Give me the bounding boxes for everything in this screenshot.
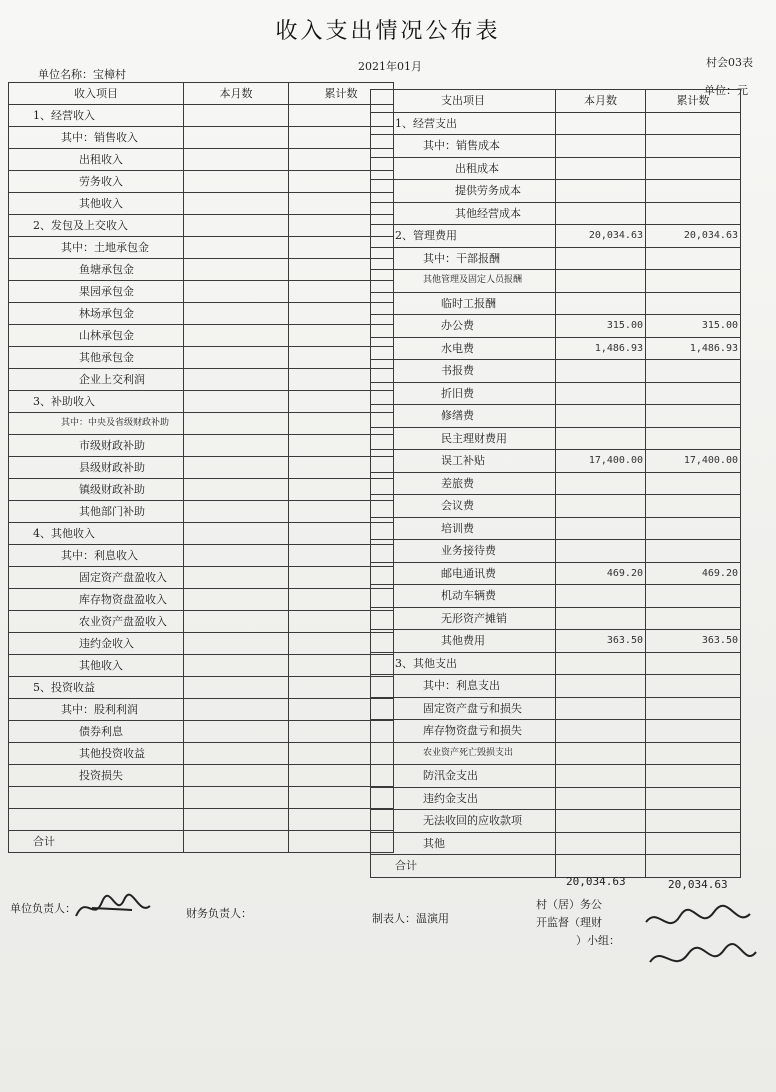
expense-cumulative-value (646, 405, 741, 428)
income-row (9, 105, 394, 127)
income-item-label (9, 809, 184, 831)
expense-item-label: 其他费用 (371, 630, 556, 653)
income-item-label: 其中：销售收入 (9, 127, 184, 149)
expense-item-label: 合计 (371, 855, 556, 878)
expense-cumulative-value (646, 180, 741, 203)
income-header-cell: 收入项目 (9, 83, 184, 105)
expense-row (371, 697, 741, 720)
expense-row (371, 495, 741, 518)
expense-row (371, 472, 741, 495)
income-item-label: 其中：股利利润 (9, 699, 184, 721)
income-item-label: 其他部门补助 (9, 501, 184, 523)
expense-month-value (556, 585, 646, 608)
income-item-label: 其中：中央及省级财政补助 (9, 413, 184, 435)
income-item-label: 2、发包及上交收入 (9, 215, 184, 237)
expense-item-label: 其他 (371, 832, 556, 855)
expense-header-cell: 支出项目 (371, 90, 556, 113)
expense-row (371, 810, 741, 833)
expense-month-value: 469.20 (556, 562, 646, 585)
expense-cumulative-value (646, 360, 741, 383)
unit-name: 单位名称：宝樟村 (38, 68, 126, 81)
income-row (9, 171, 394, 193)
report-date: 2021年01月 (358, 60, 422, 73)
expense-row (371, 360, 741, 383)
income-item-label: 其中：利息收入 (9, 545, 184, 567)
income-month-cell (184, 787, 289, 809)
income-row (9, 523, 394, 545)
supervisor-signatures (640, 902, 760, 982)
income-month-cell (184, 743, 289, 765)
income-row (9, 589, 394, 611)
expense-item-label: 机动车辆费 (371, 585, 556, 608)
expense-item-label: 防汛金支出 (371, 765, 556, 788)
income-header-row (9, 83, 394, 105)
income-item-label: 固定资产盘盈收入 (9, 567, 184, 589)
expense-cumulative-value (646, 540, 741, 563)
income-month-cell (184, 149, 289, 171)
expense-cumulative-value (646, 742, 741, 765)
expense-cumulative-value: 363.50 (646, 630, 741, 653)
income-month-cell (184, 479, 289, 501)
income-month-cell (184, 325, 289, 347)
income-row (9, 765, 394, 787)
income-row (9, 369, 394, 391)
income-month-cell (184, 831, 289, 853)
expense-item-label: 提供劳务成本 (371, 180, 556, 203)
expense-item-label: 农业资产死亡毁损支出 (371, 742, 556, 765)
expense-month-value (556, 675, 646, 698)
expense-item-label: 违约金支出 (371, 787, 556, 810)
income-month-cell (184, 259, 289, 281)
expense-row (371, 157, 741, 180)
expense-item-label: 书报费 (371, 360, 556, 383)
income-item-label: 出租收入 (9, 149, 184, 171)
expense-cumulative-value (646, 765, 741, 788)
expense-cumulative-value (646, 135, 741, 158)
income-month-cell (184, 545, 289, 567)
expense-month-value: 363.50 (556, 630, 646, 653)
expense-item-label: 其中：销售成本 (371, 135, 556, 158)
income-item-label: 农业资产盘盈收入 (9, 611, 184, 633)
income-item-label: 4、其他收入 (9, 523, 184, 545)
expense-row (371, 630, 741, 653)
income-item-label: 山林承包金 (9, 325, 184, 347)
expense-cumulative-value (646, 855, 741, 878)
income-row (9, 413, 394, 435)
supervisor-label-2: 开监督（理财 (536, 916, 602, 929)
supervisor-label-3: ）小组： (576, 934, 620, 947)
expense-row (371, 652, 741, 675)
income-month-cell (184, 413, 289, 435)
expense-month-value (556, 517, 646, 540)
income-month-cell (184, 281, 289, 303)
expense-month-value (556, 720, 646, 743)
expense-row (371, 675, 741, 698)
income-row (9, 655, 394, 677)
page-title: 收入支出情况公布表 (275, 19, 501, 44)
expense-month-value (556, 855, 646, 878)
income-month-cell (184, 105, 289, 127)
income-row (9, 347, 394, 369)
expense-item-label: 差旅费 (371, 472, 556, 495)
income-row (9, 479, 394, 501)
income-month-cell (184, 435, 289, 457)
expense-month-value (556, 247, 646, 270)
expense-month-value (556, 180, 646, 203)
expense-row (371, 562, 741, 585)
income-row (9, 545, 394, 567)
expense-cumulative-value: 1,486.93 (646, 337, 741, 360)
income-month-cell (184, 567, 289, 589)
expense-item-label: 会议费 (371, 495, 556, 518)
income-table (8, 82, 394, 853)
finance-head-label: 财务负责人： (186, 907, 252, 920)
income-item-label: 其他收入 (9, 655, 184, 677)
expense-row (371, 315, 741, 338)
income-row (9, 237, 394, 259)
income-month-cell (184, 215, 289, 237)
expense-row (371, 450, 741, 473)
expense-row (371, 337, 741, 360)
income-month-cell (184, 501, 289, 523)
unit-head-label: 单位负责人： (10, 902, 76, 915)
income-month-cell (184, 303, 289, 325)
income-item-label: 违约金收入 (9, 633, 184, 655)
expense-item-label: 3、其他支出 (371, 652, 556, 675)
expense-row (371, 427, 741, 450)
expense-row (371, 202, 741, 225)
income-row (9, 259, 394, 281)
expense-month-value (556, 112, 646, 135)
income-row (9, 721, 394, 743)
expense-month-value (556, 765, 646, 788)
income-month-cell (184, 809, 289, 831)
expense-cumulative-value (646, 720, 741, 743)
expense-cumulative-value (646, 202, 741, 225)
expense-cumulative-value (646, 787, 741, 810)
income-item-label: 镇级财政补助 (9, 479, 184, 501)
expense-row (371, 135, 741, 158)
expense-item-label: 其中：利息支出 (371, 675, 556, 698)
expense-cumulative-value (646, 675, 741, 698)
income-item-label: 1、经营收入 (9, 105, 184, 127)
expense-cumulative-value (646, 585, 741, 608)
expense-month-value (556, 157, 646, 180)
expense-item-label: 其中：干部报酬 (371, 247, 556, 270)
income-item-label: 市级财政补助 (9, 435, 184, 457)
expense-header-cell: 本月数 (556, 90, 646, 113)
income-header-cell: 本月数 (184, 83, 289, 105)
expense-cumulative-value (646, 832, 741, 855)
expense-cumulative-value (646, 247, 741, 270)
income-item-label: 劳务收入 (9, 171, 184, 193)
income-month-cell (184, 457, 289, 479)
expense-month-value (556, 540, 646, 563)
income-item-label: 债券利息 (9, 721, 184, 743)
income-item-label: 企业上交利润 (9, 369, 184, 391)
expense-month-value (556, 742, 646, 765)
expense-row (371, 292, 741, 315)
expense-row (371, 382, 741, 405)
expense-cumulative-value (646, 810, 741, 833)
income-month-cell (184, 171, 289, 193)
income-month-cell (184, 523, 289, 545)
expense-item-label: 固定资产盘亏和损失 (371, 697, 556, 720)
expense-row (371, 112, 741, 135)
expense-month-value (556, 382, 646, 405)
expense-month-value (556, 495, 646, 518)
income-item-label: 鱼塘承包金 (9, 259, 184, 281)
expense-month-value (556, 832, 646, 855)
preparer-label: 制表人：温演用 (372, 912, 449, 925)
expense-item-label: 临时工报酬 (371, 292, 556, 315)
expense-row (371, 540, 741, 563)
income-row (9, 567, 394, 589)
expense-item-label: 出租成本 (371, 157, 556, 180)
expense-item-label: 水电费 (371, 337, 556, 360)
income-item-label (9, 787, 184, 809)
expense-month-value (556, 292, 646, 315)
expense-month-value (556, 360, 646, 383)
income-month-cell (184, 589, 289, 611)
expense-month-value: 20,034.63 (556, 225, 646, 248)
expense-table (370, 89, 741, 878)
expense-item-label: 其他管理及固定人员报酬 (371, 270, 556, 293)
expense-month-value: 1,486.93 (556, 337, 646, 360)
income-month-cell (184, 765, 289, 787)
expense-cumulative-value (646, 292, 741, 315)
expense-month-value (556, 787, 646, 810)
expense-cumulative-value (646, 270, 741, 293)
income-month-cell (184, 721, 289, 743)
expense-row (371, 247, 741, 270)
income-month-cell (184, 237, 289, 259)
income-item-label: 其他收入 (9, 193, 184, 215)
income-item-label: 其他投资收益 (9, 743, 184, 765)
expense-header-cell: 累计数 (646, 90, 741, 113)
expense-item-label: 1、经营支出 (371, 112, 556, 135)
expense-item-label: 培训费 (371, 517, 556, 540)
expense-row (371, 517, 741, 540)
income-row (9, 281, 394, 303)
income-row (9, 457, 394, 479)
income-row (9, 699, 394, 721)
expense-cumulative-value (646, 607, 741, 630)
expense-cumulative-value (646, 382, 741, 405)
income-row (9, 391, 394, 413)
income-month-cell (184, 699, 289, 721)
income-row (9, 633, 394, 655)
expense-item-label: 办公费 (371, 315, 556, 338)
expense-item-label: 库存物资盘亏和损失 (371, 720, 556, 743)
income-row (9, 435, 394, 457)
total-month-value: 20,034.63 (566, 875, 626, 888)
expense-header-row (371, 90, 741, 113)
expense-cumulative-value: 20,034.63 (646, 225, 741, 248)
expense-item-label: 修缮费 (371, 405, 556, 428)
income-row (9, 611, 394, 633)
expense-cumulative-value (646, 517, 741, 540)
expense-row (371, 180, 741, 203)
income-month-cell (184, 391, 289, 413)
expense-month-value (556, 405, 646, 428)
expense-row (371, 742, 741, 765)
expense-item-label: 2、管理费用 (371, 225, 556, 248)
expense-item-label: 误工补贴 (371, 450, 556, 473)
income-month-cell (184, 369, 289, 391)
income-row (9, 215, 394, 237)
expense-row (371, 787, 741, 810)
income-row (9, 127, 394, 149)
expense-month-value: 17,400.00 (556, 450, 646, 473)
expense-month-value (556, 652, 646, 675)
expense-row (371, 765, 741, 788)
expense-item-label: 民主理财费用 (371, 427, 556, 450)
income-month-cell (184, 633, 289, 655)
form-number: 村会03表 (706, 56, 753, 69)
income-item-label: 县级财政补助 (9, 457, 184, 479)
expense-row (371, 405, 741, 428)
expense-month-value: 315.00 (556, 315, 646, 338)
expense-cumulative-value (646, 495, 741, 518)
income-row (9, 743, 394, 765)
expense-cumulative-value (646, 697, 741, 720)
expense-cumulative-value: 17,400.00 (646, 450, 741, 473)
income-month-cell (184, 193, 289, 215)
expense-month-value (556, 202, 646, 225)
expense-item-label: 其他经营成本 (371, 202, 556, 225)
expense-item-label: 业务接待费 (371, 540, 556, 563)
expense-item-label: 折旧费 (371, 382, 556, 405)
income-item-label: 合计 (9, 831, 184, 853)
expense-month-value (556, 607, 646, 630)
income-item-label: 投资损失 (9, 765, 184, 787)
income-month-cell (184, 347, 289, 369)
expense-cumulative-value: 315.00 (646, 315, 741, 338)
expense-cumulative-value (646, 427, 741, 450)
expense-row (371, 607, 741, 630)
income-row (9, 193, 394, 215)
total-cumulative-value: 20,034.63 (668, 878, 728, 891)
income-month-cell (184, 655, 289, 677)
expense-item-label: 邮电通讯费 (371, 562, 556, 585)
income-item-label: 其他承包金 (9, 347, 184, 369)
income-month-cell (184, 611, 289, 633)
income-item-label: 库存物资盘盈收入 (9, 589, 184, 611)
income-item-label: 林场承包金 (9, 303, 184, 325)
expense-row (371, 225, 741, 248)
income-item-label: 其中：土地承包金 (9, 237, 184, 259)
income-row (9, 325, 394, 347)
expense-month-value (556, 135, 646, 158)
expense-month-value (556, 472, 646, 495)
expense-row (371, 832, 741, 855)
supervisor-label-1: 村（居）务公 (536, 898, 602, 911)
expense-cumulative-value: 469.20 (646, 562, 741, 585)
expense-month-value (556, 427, 646, 450)
expense-item-label: 无法收回的应收款项 (371, 810, 556, 833)
expense-row (371, 720, 741, 743)
expense-month-value (556, 810, 646, 833)
expense-cumulative-value (646, 652, 741, 675)
currency-unit: 单位：元 (704, 84, 748, 97)
income-item-label: 果园承包金 (9, 281, 184, 303)
income-row (9, 149, 394, 171)
income-month-cell (184, 127, 289, 149)
income-month-cell (184, 677, 289, 699)
income-row (9, 831, 394, 853)
expense-row (371, 270, 741, 293)
income-header-cell: 累计数 (289, 83, 394, 105)
expense-item-label: 无形资产摊销 (371, 607, 556, 630)
expense-cumulative-value (646, 157, 741, 180)
expense-month-value (556, 697, 646, 720)
income-row (9, 677, 394, 699)
income-row (9, 303, 394, 325)
income-row (9, 501, 394, 523)
expense-month-value (556, 270, 646, 293)
expense-cumulative-value (646, 112, 741, 135)
expense-row (371, 585, 741, 608)
expense-row (371, 855, 741, 878)
income-row (9, 809, 394, 831)
income-row (9, 787, 394, 809)
income-item-label: 5、投资收益 (9, 677, 184, 699)
unit-head-signature (72, 888, 162, 928)
income-item-label: 3、补助收入 (9, 391, 184, 413)
expense-cumulative-value (646, 472, 741, 495)
